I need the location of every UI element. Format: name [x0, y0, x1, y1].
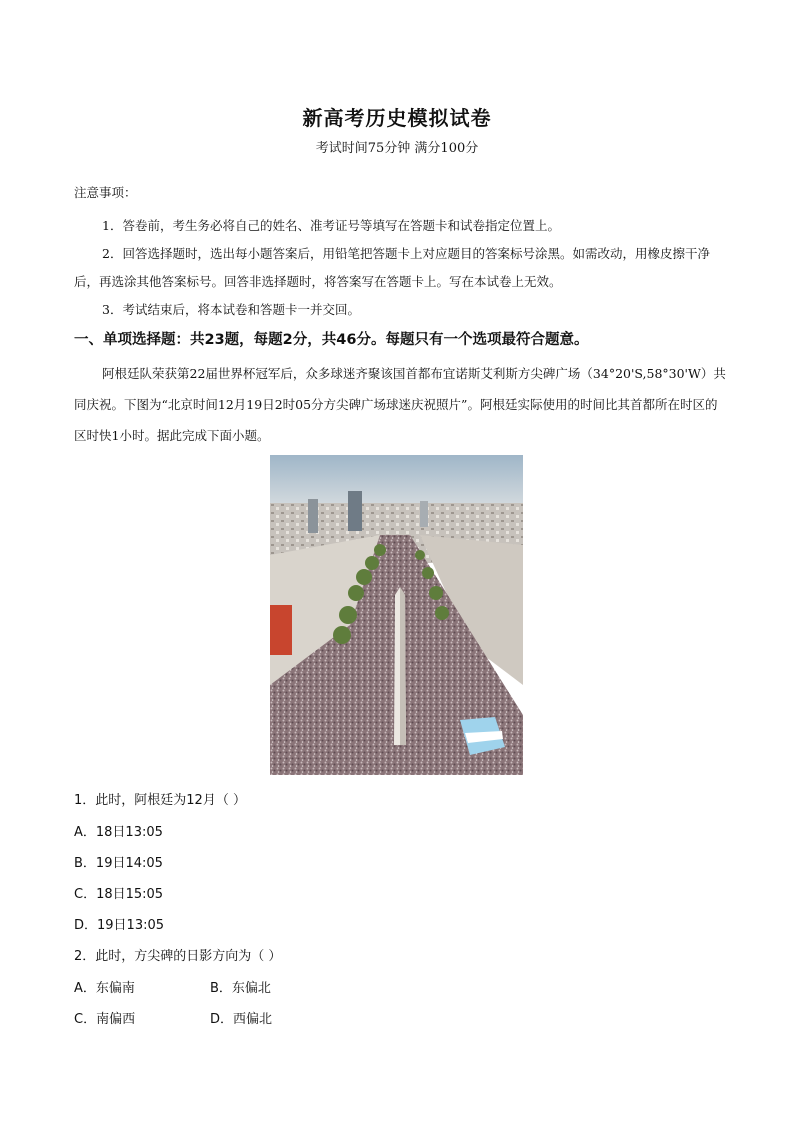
question-1-option-c: C．18日15:05: [74, 887, 164, 902]
question-2-option-d: D．西偏北: [210, 1012, 273, 1027]
section-heading: 一、单项选择题：共23题，每题2分，共46分。每题只有一个选项最符合题意。: [74, 332, 589, 348]
exam-info: 考试时间75分钟 满分100分: [315, 141, 479, 156]
question-1-option-a: A．18日13:05: [74, 825, 163, 840]
notice-item-3: 3．考试结束后，将本试卷和答题卡一并交回。: [102, 302, 360, 317]
question-1-option-b: B．19日14:05: [74, 856, 163, 871]
notice-item-1: 1．答卷前，考生务必将自己的姓名、准考证号等填写在答题卡和试卷指定位置上。: [102, 218, 560, 233]
notice-heading: 注意事项：: [74, 185, 137, 200]
obelisk-crowd-photo: [270, 455, 523, 775]
question-2-stem: 2．此时，方尖碑的日影方向为（ ）: [74, 949, 282, 964]
question-1-option-d: D．19日13:05: [74, 918, 165, 933]
notice-item-2: 2．回答选择题时，选出每小题答案后，用铅笔把答题卡上对应题目的答案标号涂黑。如需改动，用橡皮擦干净后，再选涂其他答案标号。回答非选择题时，将答案写在答题卡上。写在本试卷上无效。: [74, 246, 710, 289]
question-2-option-c: C．南偏西: [74, 1012, 136, 1027]
question-1-stem: 1．此时，阿根廷为12月（ ）: [74, 793, 246, 808]
question-2-option-b: B．东偏北: [210, 981, 271, 996]
passage-text: 阿根廷队荣获第22届世界杯冠军后，众多球迷齐聚该国首都布宜诺斯艾利斯方尖碑广场（34°20'S,58°30'W）共同庆祝。下图为“北京时间12月19日2时05分方尖碑广场球迷庆祝照片”。阿根廷实际使用的时间比其首都所在时区的区时快1小时。据此完成下面小题。: [74, 366, 726, 443]
passage: [74, 358, 726, 451]
page-title: 新高考历史模拟试卷: [302, 106, 492, 130]
question-2-option-a: A．东偏南: [74, 981, 135, 996]
